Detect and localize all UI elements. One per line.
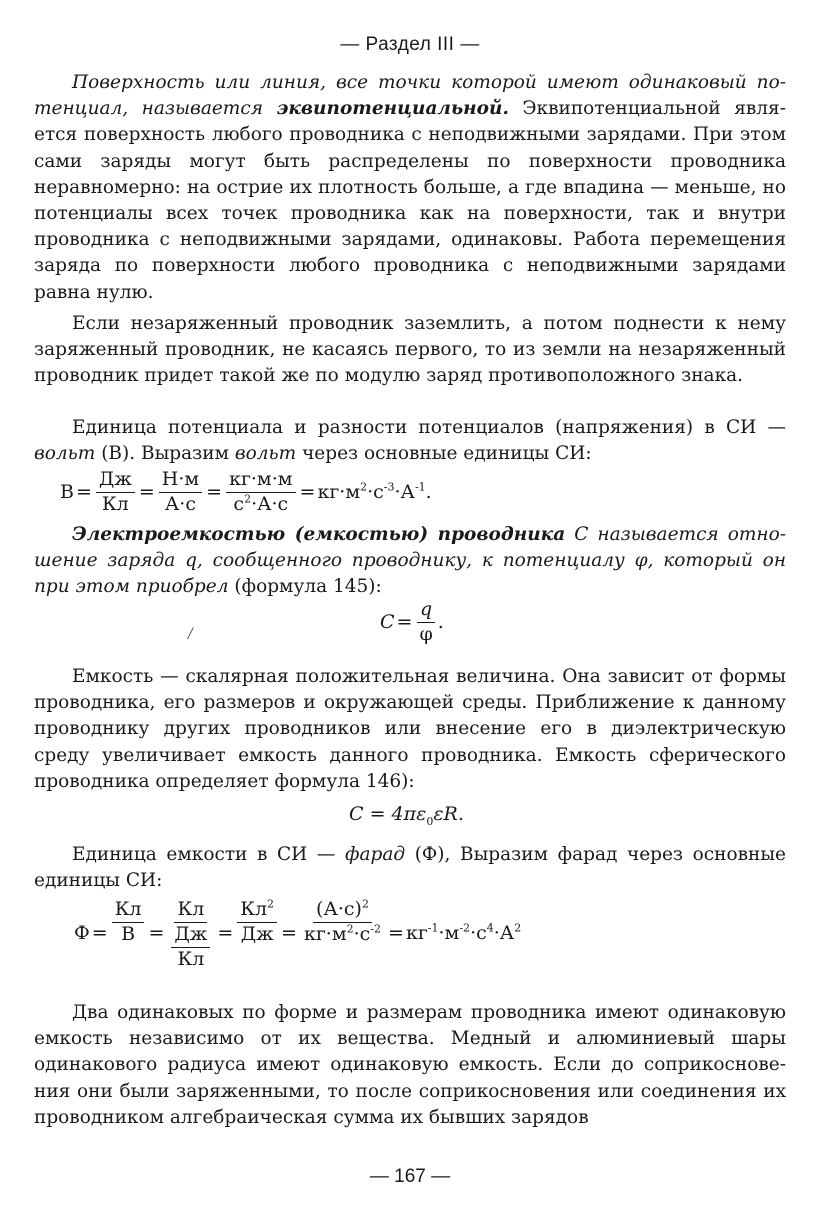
definition-text: Поверхность или линия, все точки которой имеют одинаковый потенциал, называется xyxy=(34,72,786,120)
paragraph-capacitance-definition: Электроемкостью (емкостью) проводника С называется отношение заряда q, сообщенного проводнику, к потенциалу φ, который он при этом приобрел (формула 145): xyxy=(34,524,787,598)
paragraph-volt-unit: Единица потенциала и разности потенциалов (напряжения) в СИ — вольт (В). Выразим вольт через основные единицы СИ: xyxy=(34,417,786,465)
term-farad: фарад xyxy=(345,844,406,865)
term-capacitance: Электроемкостью (емкостью) проводника xyxy=(72,524,566,545)
formula-145: C = $\frac{q}{\varphi}$ . xyxy=(380,598,444,645)
formula-146: $C = 4\pi\varepsilon_0\varepsilon R$. xyxy=(349,803,464,828)
paragraph-grounding: Если незаряженный проводник заземлить, а потом поднести к нему заряженный проводник, не касаясь первого, то из земли на незаряженный проводник придет такой же по модулю заряд противоположного знака. xyxy=(34,313,786,387)
page-number: — 167 — xyxy=(369,1166,451,1187)
paragraph-text: Эквипотенциальной является поверхность любого проводника с неподвижными зарядами. При этом сами заряды могут быть распределены по поверхности проводника неравномерно: на острие их плотность больше, а где впадина — меньше, но потенциалы всех точек проводника как на поверхности, так и внутри проводника с неподвижными зарядами, одинаковы. Работа перемещения заряда по поверхности любого проводника с неподвижными зарядами равна нулю. xyxy=(34,98,786,303)
stray-mark: / xyxy=(188,626,193,642)
term-volt-2: вольт xyxy=(234,443,297,465)
paragraph-capacitance-properties: Емкость — скалярная положительная величина. Она зависит от формы проводника, его размеров и окружающей среды. Приближение к данному проводнику других проводников или внесение его в диэлектрическую среду увеличивает емкость данного проводника. Емкость сферического проводника определяет формула 146): xyxy=(34,666,786,792)
paragraph-farad-unit: Единица емкости в СИ — фарад (Ф), Выразим фарад через основные единицы СИ: xyxy=(34,844,787,892)
paragraph-equipotential xyxy=(34,70,786,306)
paragraph-equal-capacitance: Два одинаковых по форме и размерам проводника имеют одинаковую емкость независимо от их вещества. Медный и алюминиевый шары одинакового радиуса имеют одинаковую емкость. Если до соприкосновения они были заряженными, то после соприкосновения или соединения их проводником алгебраическая сумма их бывших зарядов xyxy=(34,1002,786,1128)
term-volt: вольт xyxy=(34,443,96,465)
term-equipotential: эквипотенциальной. xyxy=(276,98,509,120)
formula-farad: Ф = $\frac{Кл}{В}$ = $\frac{Кл}{\frac{Дж}{Кл}}$ = $\frac{Кл^2}{Дж}$ = $\frac{(А\cdot с)^2}{кг\cdot м^2\cdot с^{-2}}$ = $кг^{-1}\cdot м^{-2}\cdot с^4\cdot А^2$ xyxy=(74,897,522,970)
running-header: — Раздел III — xyxy=(340,34,480,55)
formula-volt: В = $\frac{Дж}{Кл}$ = $\frac{Н\cdot м}{А\cdot с}$ = $\frac{кг\cdot м\cdot м}{c^2\cdot А\cdot с}$ = $кг\cdot м^2\cdot с^{-3}\cdot А^{-1}$. xyxy=(60,468,432,515)
